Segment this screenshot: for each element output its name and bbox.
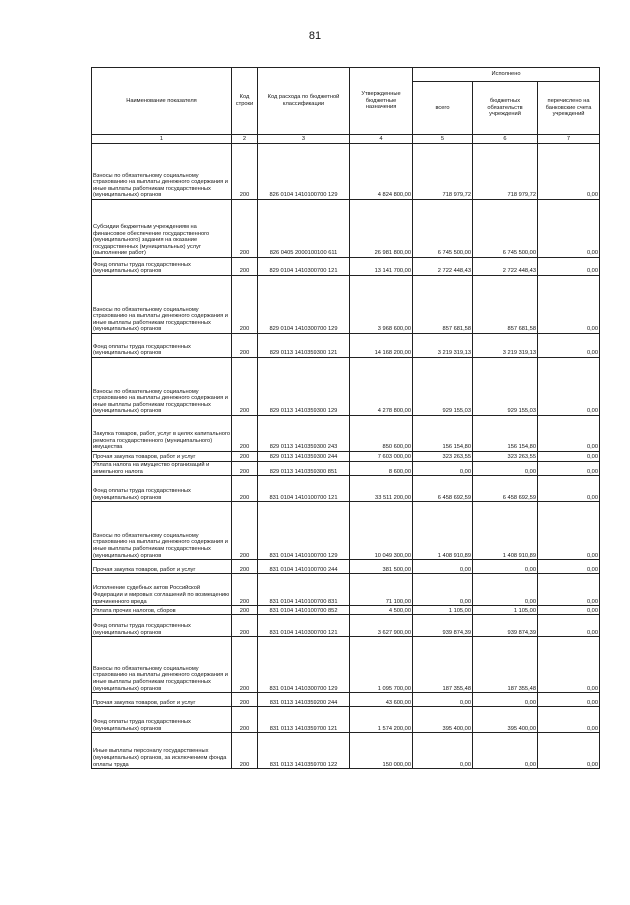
- header-line-code: Код строки: [232, 68, 258, 135]
- header-executed: Исполнено: [413, 68, 600, 82]
- row-line-code: 200: [232, 637, 258, 693]
- row-expense-code: 831 0104 1410100700 129: [258, 502, 350, 560]
- row-budget: 2 722 448,43: [473, 258, 538, 276]
- row-total: 0,00: [413, 733, 473, 769]
- row-line-code: 200: [232, 200, 258, 258]
- row-name: Закупка товаров, работ, услуг в целях капитального ремонта государственного (муниципального) имущества: [92, 416, 232, 452]
- row-approved: 14 168 200,00: [350, 334, 413, 358]
- page-number: 81: [308, 30, 322, 42]
- row-approved: 150 000,00: [350, 733, 413, 769]
- row-name: Прочая закупка товаров, работ и услуг: [92, 452, 232, 462]
- row-total: 1 408 910,89: [413, 502, 473, 560]
- row-line-code: 200: [232, 476, 258, 502]
- column-number: 5: [413, 135, 473, 144]
- row-approved: 26 981 800,00: [350, 200, 413, 258]
- row-bank: 0,00: [538, 707, 600, 733]
- column-number: 7: [538, 135, 600, 144]
- row-budget: 1 105,00: [473, 606, 538, 615]
- column-number: 3: [258, 135, 350, 144]
- row-expense-code: 829 0104 1410300700 129: [258, 276, 350, 334]
- row-approved: 8 600,00: [350, 462, 413, 476]
- row-approved: 33 511 200,00: [350, 476, 413, 502]
- row-total: 6 458 692,59: [413, 476, 473, 502]
- row-total: 718 979,72: [413, 144, 473, 200]
- row-expense-code: 829 0113 1410359300 243: [258, 416, 350, 452]
- table-row: [92, 693, 600, 707]
- header-name: Наименование показателя: [92, 68, 232, 135]
- column-number-row: [92, 135, 600, 144]
- row-bank: 0,00: [538, 476, 600, 502]
- row-approved: 13 141 700,00: [350, 258, 413, 276]
- row-budget: 0,00: [473, 733, 538, 769]
- row-line-code: 200: [232, 693, 258, 707]
- row-bank: 0,00: [538, 462, 600, 476]
- row-approved: 1 574 200,00: [350, 707, 413, 733]
- table-row: [92, 615, 600, 637]
- row-expense-code: 831 0104 1410300700 129: [258, 637, 350, 693]
- row-name: Иные выплаты персоналу государственных (муниципальных) органов, за исключением фонда оплаты труда: [92, 733, 232, 769]
- row-expense-code: 831 0113 1410359700 122: [258, 733, 350, 769]
- row-budget: 323 263,55: [473, 452, 538, 462]
- table-row: [92, 560, 600, 574]
- row-name: Фонд оплаты труда государственных (муниципальных) органов: [92, 615, 232, 637]
- row-total: 156 154,80: [413, 416, 473, 452]
- row-budget: 395 400,00: [473, 707, 538, 733]
- row-name: Фонд оплаты труда государственных (муниципальных) органов: [92, 258, 232, 276]
- budget-execution-table: [91, 67, 600, 769]
- row-expense-code: 831 0104 1410100700 121: [258, 476, 350, 502]
- row-budget: 6 745 500,00: [473, 200, 538, 258]
- row-line-code: 200: [232, 606, 258, 615]
- row-expense-code: 831 0104 1410100700 852: [258, 606, 350, 615]
- row-expense-code: 829 0113 1410359300 129: [258, 358, 350, 416]
- row-name: Исполнение судебных актов Российской Федерации и мировых соглашений по возмещению причиненного вреда: [92, 574, 232, 606]
- row-expense-code: 831 0104 1410100700 831: [258, 574, 350, 606]
- row-expense-code: 831 0113 1410359200 244: [258, 693, 350, 707]
- row-line-code: 200: [232, 416, 258, 452]
- column-number: 6: [473, 135, 538, 144]
- table-row: [92, 276, 600, 334]
- row-budget: 1 408 910,89: [473, 502, 538, 560]
- row-name: Уплата налога на имущество организаций и земельного налога: [92, 462, 232, 476]
- row-budget: 3 219 319,13: [473, 334, 538, 358]
- row-name: Взносы по обязательному социальному страхованию на выплаты денежного содержания и иные выплаты работникам государственных (муниципальных) органов: [92, 144, 232, 200]
- row-expense-code: 826 0405 2000100100 611: [258, 200, 350, 258]
- row-line-code: 200: [232, 707, 258, 733]
- row-name: Взносы по обязательному социальному страхованию на выплаты денежного содержания и иные выплаты работникам государственных (муниципальных) органов: [92, 502, 232, 560]
- table-row: [92, 452, 600, 462]
- row-bank: 0,00: [538, 733, 600, 769]
- row-approved: 3 968 600,00: [350, 276, 413, 334]
- row-bank: 0,00: [538, 574, 600, 606]
- row-total: 0,00: [413, 693, 473, 707]
- row-name: Фонд оплаты труда государственных (муниципальных) органов: [92, 707, 232, 733]
- row-budget: 0,00: [473, 560, 538, 574]
- row-line-code: 200: [232, 334, 258, 358]
- header-total: всего: [413, 82, 473, 135]
- table-row: [92, 574, 600, 606]
- column-number: 2: [232, 135, 258, 144]
- row-bank: 0,00: [538, 276, 600, 334]
- row-expense-code: 829 0113 1410359300 121: [258, 334, 350, 358]
- row-budget: 187 355,48: [473, 637, 538, 693]
- table-row: [92, 637, 600, 693]
- row-approved: 10 049 300,00: [350, 502, 413, 560]
- table-row: [92, 358, 600, 416]
- row-total: 857 681,58: [413, 276, 473, 334]
- row-line-code: 200: [232, 733, 258, 769]
- row-budget: 6 458 692,59: [473, 476, 538, 502]
- header-bank-accounts: перечислено на банковские счета учреждений: [538, 82, 600, 135]
- row-line-code: 200: [232, 358, 258, 416]
- row-bank: 0,00: [538, 416, 600, 452]
- row-name: Взносы по обязательному социальному страхованию на выплаты денежного содержания и иные выплаты работникам государственных (муниципальных) органов: [92, 358, 232, 416]
- row-total: 323 263,55: [413, 452, 473, 462]
- row-budget: 0,00: [473, 693, 538, 707]
- row-line-code: 200: [232, 258, 258, 276]
- row-name: Прочая закупка товаров, работ и услуг: [92, 560, 232, 574]
- row-expense-code: 829 0113 1410359300 244: [258, 452, 350, 462]
- row-line-code: 200: [232, 502, 258, 560]
- row-approved: 71 100,00: [350, 574, 413, 606]
- row-bank: 0,00: [538, 502, 600, 560]
- row-total: 395 400,00: [413, 707, 473, 733]
- row-bank: 0,00: [538, 452, 600, 462]
- row-name: Фонд оплаты труда государственных (муниципальных) органов: [92, 476, 232, 502]
- table-row: [92, 502, 600, 560]
- row-budget: 929 155,03: [473, 358, 538, 416]
- row-expense-code: 831 0104 1410100700 244: [258, 560, 350, 574]
- row-bank: 0,00: [538, 560, 600, 574]
- row-line-code: 200: [232, 462, 258, 476]
- row-bank: 0,00: [538, 144, 600, 200]
- row-total: 0,00: [413, 462, 473, 476]
- table-row: [92, 462, 600, 476]
- row-expense-code: 829 0104 1410300700 121: [258, 258, 350, 276]
- row-total: 929 155,03: [413, 358, 473, 416]
- row-bank: 0,00: [538, 200, 600, 258]
- row-total: 187 355,48: [413, 637, 473, 693]
- header-approved: Утвержденные бюджетные назначения: [350, 68, 413, 135]
- row-bank: 0,00: [538, 606, 600, 615]
- column-number: 1: [92, 135, 232, 144]
- row-approved: 4 278 800,00: [350, 358, 413, 416]
- row-budget: 718 979,72: [473, 144, 538, 200]
- row-total: 0,00: [413, 560, 473, 574]
- row-total: 1 105,00: [413, 606, 473, 615]
- row-line-code: 200: [232, 452, 258, 462]
- table-row: [92, 476, 600, 502]
- row-approved: 7 603 000,00: [350, 452, 413, 462]
- column-number: 4: [350, 135, 413, 144]
- row-line-code: 200: [232, 276, 258, 334]
- row-bank: 0,00: [538, 637, 600, 693]
- row-name: Субсидии бюджетным учреждениям на финансовое обеспечение государственного (муниципального) задания на оказание государственных (муниципальных) услуг (выполнение работ): [92, 200, 232, 258]
- row-name: Фонд оплаты труда государственных (муниципальных) органов: [92, 334, 232, 358]
- row-name: Взносы по обязательному социальному страхованию на выплаты денежного содержания и иные выплаты работникам государственных (муниципальных) органов: [92, 637, 232, 693]
- table-row: [92, 258, 600, 276]
- row-bank: 0,00: [538, 693, 600, 707]
- row-line-code: 200: [232, 144, 258, 200]
- row-bank: 0,00: [538, 615, 600, 637]
- header-expense-code: Код расхода по бюджетной классификации: [258, 68, 350, 135]
- row-approved: 3 627 900,00: [350, 615, 413, 637]
- row-name: Прочая закупка товаров, работ и услуг: [92, 693, 232, 707]
- row-name: Уплата прочих налогов, сборов: [92, 606, 232, 615]
- row-approved: 4 500,00: [350, 606, 413, 615]
- table-row: [92, 334, 600, 358]
- table-row: [92, 707, 600, 733]
- row-approved: 43 600,00: [350, 693, 413, 707]
- row-name: Взносы по обязательному социальному страхованию на выплаты денежного содержания и иные выплаты работникам государственных (муниципальных) органов: [92, 276, 232, 334]
- table-row: [92, 200, 600, 258]
- table-row: [92, 606, 600, 615]
- table-row: [92, 144, 600, 200]
- row-expense-code: 826 0104 1410100700 129: [258, 144, 350, 200]
- row-bank: 0,00: [538, 334, 600, 358]
- table-row: [92, 733, 600, 769]
- row-line-code: 200: [232, 615, 258, 637]
- row-approved: 850 600,00: [350, 416, 413, 452]
- row-line-code: 200: [232, 574, 258, 606]
- row-approved: 381 500,00: [350, 560, 413, 574]
- row-total: 2 722 448,43: [413, 258, 473, 276]
- row-total: 3 219 319,13: [413, 334, 473, 358]
- row-bank: 0,00: [538, 258, 600, 276]
- row-bank: 0,00: [538, 358, 600, 416]
- row-expense-code: 831 0104 1410300700 121: [258, 615, 350, 637]
- row-line-code: 200: [232, 560, 258, 574]
- row-total: 939 874,39: [413, 615, 473, 637]
- row-budget: 939 874,39: [473, 615, 538, 637]
- row-expense-code: 829 0113 1410359300 851: [258, 462, 350, 476]
- row-budget: 857 681,58: [473, 276, 538, 334]
- row-budget: 0,00: [473, 574, 538, 606]
- table-row: [92, 416, 600, 452]
- row-budget: 156 154,80: [473, 416, 538, 452]
- header-budget-accounts: бюджетных обязательств учреждений: [473, 82, 538, 135]
- row-approved: 4 824 800,00: [350, 144, 413, 200]
- row-approved: 1 095 700,00: [350, 637, 413, 693]
- row-total: 0,00: [413, 574, 473, 606]
- row-expense-code: 831 0113 1410359700 121: [258, 707, 350, 733]
- row-total: 6 745 500,00: [413, 200, 473, 258]
- row-budget: 0,00: [473, 462, 538, 476]
